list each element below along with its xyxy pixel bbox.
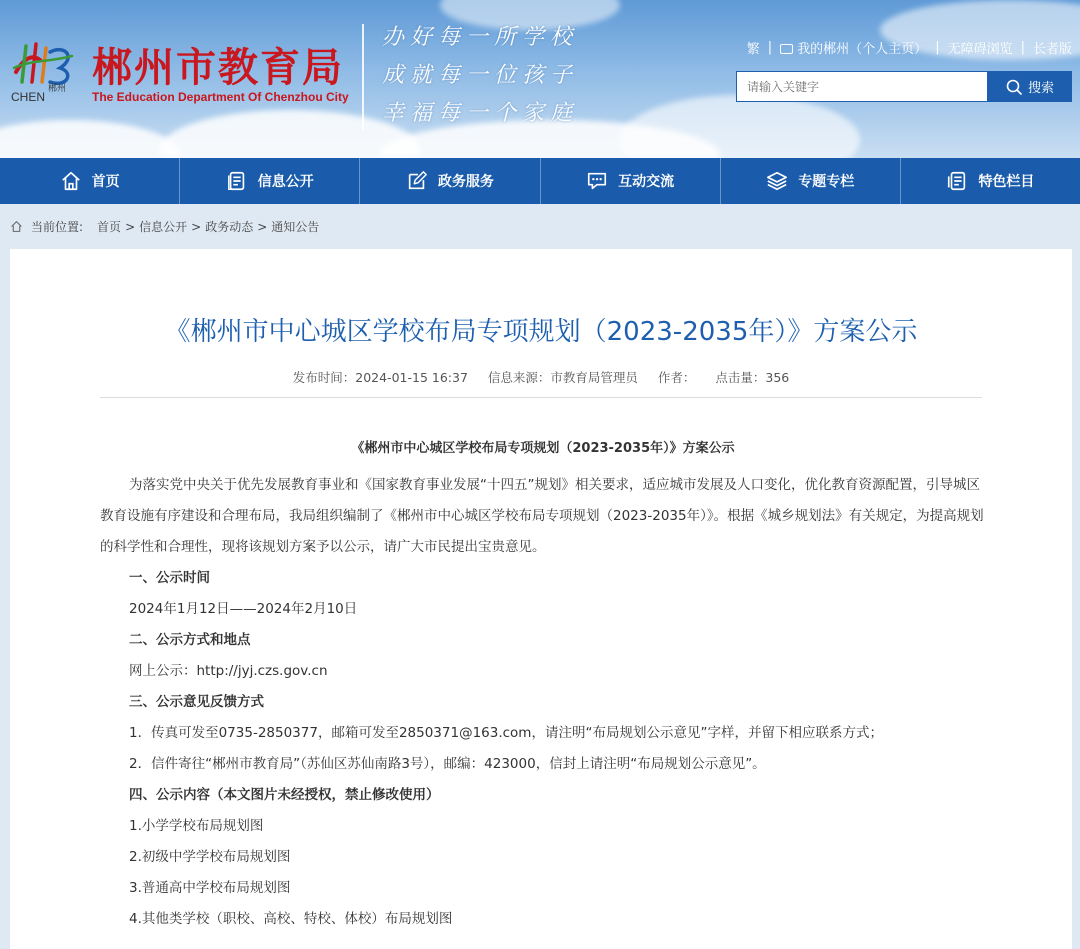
edit-icon bbox=[406, 170, 428, 192]
author: 作者： bbox=[657, 370, 696, 385]
nav-item-label: 特色栏目 bbox=[978, 174, 1035, 190]
section-heading: 二、公示方式和地点 bbox=[129, 632, 251, 648]
city-logo[interactable] bbox=[10, 38, 82, 102]
slogan-divider bbox=[362, 24, 364, 130]
article-line: 网上公示：http://jyj.czs.gov.cn bbox=[129, 663, 328, 679]
breadcrumb-separator: > bbox=[257, 219, 268, 234]
monitor-icon bbox=[780, 44, 793, 54]
breadcrumb-home[interactable]: 首页 bbox=[97, 220, 122, 234]
site-title[interactable]: 郴州市教育局 bbox=[92, 45, 344, 91]
link-separator: | bbox=[767, 40, 773, 55]
search-input[interactable] bbox=[736, 71, 988, 102]
nav-item-featured[interactable] bbox=[901, 158, 1080, 204]
breadcrumb-prefix: 当前位置: bbox=[31, 220, 84, 234]
article-subtitle: 《郴州市中心城区学校布局专项规划（2023-2035年）》方案公示 bbox=[351, 441, 735, 456]
search-icon bbox=[1006, 79, 1022, 95]
article-body bbox=[100, 439, 986, 935]
chat-icon bbox=[586, 170, 608, 192]
article-line: 2.初级中学学校布局规划图 bbox=[129, 849, 291, 865]
nav-item-label: 专题专栏 bbox=[798, 174, 855, 190]
city-logo-mark bbox=[10, 38, 82, 102]
nav-item-home[interactable] bbox=[0, 158, 180, 204]
title-divider bbox=[100, 397, 982, 398]
article-meta bbox=[10, 368, 1072, 386]
section-heading: 三、公示意见反馈方式 bbox=[129, 694, 264, 710]
section-heading: 一、公示时间 bbox=[129, 570, 210, 586]
article-title: 《郴州市中心城区学校布局专项规划（2023-2035年）》方案公示 bbox=[164, 317, 918, 347]
article-line: 3.普通高中学校布局规划图 bbox=[129, 880, 291, 896]
nav-item-info-disclosure[interactable] bbox=[180, 158, 360, 204]
nav-item-special-topics[interactable] bbox=[721, 158, 901, 204]
article-line: 1．传真可发至0735-2850377，邮箱可发至2850371@163.com，请注明“布局规划公示意见”字样，并留下相应联系方式； bbox=[129, 725, 883, 741]
publish-time: 发布时间：2024-01-15 16:37 bbox=[292, 370, 468, 385]
logo-text-top: 郴州 bbox=[48, 84, 67, 94]
breadcrumb bbox=[10, 218, 319, 235]
slogan-line-2: 成就每一位孩子 bbox=[382, 63, 579, 88]
my-chenzhou-label: 我的郴州（个人主页） bbox=[797, 42, 928, 57]
accessibility-link[interactable]: 无障碍浏览 bbox=[947, 42, 1013, 57]
nav-item-label: 政务服务 bbox=[437, 174, 494, 190]
section-heading: 四、公示内容（本文图片未经授权，禁止修改使用） bbox=[129, 787, 440, 803]
nav-item-interaction[interactable] bbox=[541, 158, 721, 204]
site-title-en: The Education Department Of Chenzhou City bbox=[92, 90, 349, 104]
traditional-chinese-link[interactable]: 繁 bbox=[746, 42, 760, 57]
elderly-version-link[interactable]: 长者版 bbox=[1032, 42, 1072, 57]
list-icon bbox=[946, 170, 968, 192]
home-icon bbox=[60, 170, 82, 192]
search-button[interactable] bbox=[988, 71, 1072, 102]
top-links bbox=[747, 38, 1072, 57]
info-source: 信息来源：市教育局管理员 bbox=[487, 370, 638, 385]
site-header bbox=[0, 0, 1080, 158]
logo-text-bottom: CHEN bbox=[11, 90, 46, 102]
article-lines bbox=[100, 563, 986, 935]
main-nav bbox=[0, 158, 1080, 204]
nav-item-label: 信息公开 bbox=[257, 174, 314, 190]
article-line: 2．信件寄往“郴州市教育局”（苏仙区苏仙南路3号），邮编：423000，信封上请注明“布局规划公示意见”。 bbox=[129, 756, 766, 772]
article-intro: 为落实党中央关于优先发展教育事业和《国家教育事业发展“十四五”规划》相关要求，适应城市发展及人口变化，优化教育资源配置，引导城区教育设施有序建设和合理布局，我局组织编制了《郴州市中心城区学校布局专项规划（2023-2035年）》。根据《城乡规划法》有关规定，为提高规划的科学性和合理性，现将该规划方案予以公示，请广大市民提出宝贵意见。 bbox=[100, 477, 984, 555]
hit-count: 点击量：356 bbox=[715, 370, 790, 385]
nav-item-label: 首页 bbox=[91, 174, 120, 190]
article-line: 2024年1月12日——2024年2月10日 bbox=[129, 601, 358, 617]
nav-item-gov-services[interactable] bbox=[360, 158, 540, 204]
breadcrumb-separator: > bbox=[191, 219, 202, 234]
slogan-line-3: 幸福每一个家庭 bbox=[382, 101, 579, 126]
breadcrumb-separator: > bbox=[125, 219, 136, 234]
nav-item-label: 互动交流 bbox=[618, 174, 675, 190]
search-button-label: 搜索 bbox=[1027, 81, 1054, 96]
breadcrumb-info-disclosure[interactable]: 信息公开 bbox=[139, 220, 188, 234]
slogan-line-1: 办好每一所学校 bbox=[382, 25, 579, 50]
document-icon bbox=[226, 170, 248, 192]
article-card bbox=[10, 249, 1072, 949]
breadcrumb-gov-news[interactable]: 政务动态 bbox=[205, 220, 254, 234]
article-line: 1.小学学校布局规划图 bbox=[129, 818, 264, 834]
link-separator: | bbox=[935, 40, 940, 55]
link-separator: | bbox=[1020, 40, 1025, 55]
my-chenzhou-link[interactable] bbox=[780, 38, 927, 57]
home-icon bbox=[10, 220, 23, 233]
cloud-decoration bbox=[0, 120, 180, 158]
cloud-decoration bbox=[620, 95, 860, 158]
breadcrumb-notices[interactable]: 通知公告 bbox=[271, 220, 320, 234]
layers-icon bbox=[766, 170, 788, 192]
article-line: 4.其他类学校（职校、高校、特校、体校）布局规划图 bbox=[129, 911, 453, 927]
